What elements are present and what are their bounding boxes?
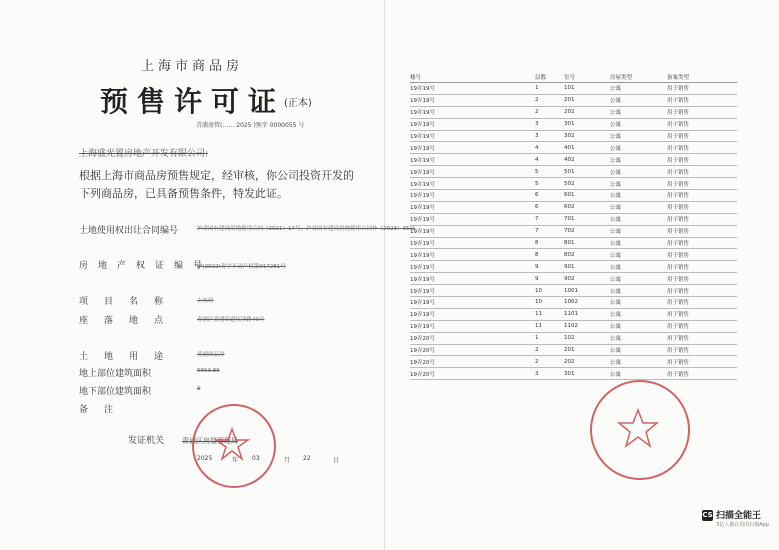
certificate-number: 青浦房管(…… 2025 )预字 0000055 号 xyxy=(196,122,305,129)
cell-type: 公寓 xyxy=(610,249,667,261)
cell-floor: 8 xyxy=(535,249,564,261)
table-row xyxy=(410,83,737,95)
table-row xyxy=(410,344,737,356)
field-value-title-deed: 沪(2022)青字不动产权第017281号 xyxy=(197,264,286,270)
cell-building: 19弄19号 xyxy=(410,261,535,273)
cell-filing: 用于销售 xyxy=(667,154,737,166)
table-row xyxy=(410,285,737,297)
cell-floor: 7 xyxy=(535,225,564,237)
cell-floor: 11 xyxy=(535,320,564,332)
cell-filing: 用于销售 xyxy=(667,320,737,332)
cell-filing: 用于销售 xyxy=(667,94,737,106)
table-row xyxy=(410,356,737,368)
cell-room: 801 xyxy=(564,237,610,249)
issuer-seal-icon xyxy=(192,404,276,488)
cell-room: 102 xyxy=(564,332,610,344)
cell-filing: 用于销售 xyxy=(667,142,737,154)
cell-type: 公寓 xyxy=(610,166,667,178)
cell-building: 19弄19号 xyxy=(410,118,535,130)
page-fold xyxy=(384,0,385,550)
cell-type: 公寓 xyxy=(610,285,667,297)
table-row xyxy=(410,308,737,320)
company-name: 上海盛光置房地产开发有限公司: xyxy=(79,149,209,159)
date-month: 03 xyxy=(252,455,260,462)
cell-building: 19弄19号 xyxy=(410,297,535,309)
table-row xyxy=(410,261,737,273)
cell-type: 公寓 xyxy=(610,261,667,273)
cell-type: 公寓 xyxy=(610,297,667,309)
table-row xyxy=(410,190,737,202)
cell-floor: 2 xyxy=(535,344,564,356)
cell-filing: 用于销售 xyxy=(667,178,737,190)
cell-filing: 用于销售 xyxy=(667,201,737,213)
cell-filing: 用于销售 xyxy=(667,368,737,380)
issuer-name: 青浦区房屋管理局 xyxy=(182,437,238,445)
cell-floor: 10 xyxy=(535,285,564,297)
cell-building: 19弄20号 xyxy=(410,344,535,356)
date-day: 22 xyxy=(303,455,311,462)
cell-building: 19弄19号 xyxy=(410,320,535,332)
cell-type: 公寓 xyxy=(610,344,667,356)
cell-filing: 用于销售 xyxy=(667,83,737,95)
cell-room: 902 xyxy=(564,273,610,285)
table-row xyxy=(410,332,737,344)
table-row xyxy=(410,118,737,130)
cell-building: 19弄19号 xyxy=(410,178,535,190)
field-value-contract: 沪青国有建设用地使用合同（2021）14号，沪青国有建设用地使用合同补（2023）35号 xyxy=(197,226,415,232)
cell-type: 公寓 xyxy=(610,118,667,130)
field-value-land-use: 普通商品房 xyxy=(197,352,225,358)
cell-filing: 用于销售 xyxy=(667,166,737,178)
cell-floor: 3 xyxy=(535,368,564,380)
cell-building: 19弄19号 xyxy=(410,94,535,106)
field-label-remarks: 备注 xyxy=(79,405,130,415)
field-label-above-ground: 地上部位建筑面积 xyxy=(79,369,152,379)
cell-room: 502 xyxy=(564,178,610,190)
cell-filing: 用于销售 xyxy=(667,332,737,344)
field-label-project: 项目名称 xyxy=(79,297,180,307)
cell-building: 19弄19号 xyxy=(410,130,535,142)
cell-type: 公寓 xyxy=(610,332,667,344)
col-room: 室号 xyxy=(564,72,610,83)
cell-filing: 用于销售 xyxy=(667,273,737,285)
cert-num: 0000055 xyxy=(269,122,297,129)
col-building: 楼号 xyxy=(410,72,535,83)
cell-room: 802 xyxy=(564,249,610,261)
date-day-label: 日 xyxy=(333,457,340,464)
cell-building: 19弄20号 xyxy=(410,332,535,344)
scanner-logo-icon: CS xyxy=(702,511,713,519)
cell-building: 19弄20号 xyxy=(410,368,535,380)
cell-type: 公寓 xyxy=(610,190,667,202)
cell-type: 公寓 xyxy=(610,154,667,166)
table-header-row xyxy=(410,72,737,83)
cell-filing: 用于销售 xyxy=(667,130,737,142)
cell-type: 公寓 xyxy=(610,201,667,213)
cell-type: 公寓 xyxy=(610,213,667,225)
cell-type: 公寓 xyxy=(610,237,667,249)
cell-filing: 用于销售 xyxy=(667,261,737,273)
cell-floor: 5 xyxy=(535,166,564,178)
cell-room: 602 xyxy=(564,201,610,213)
cell-floor: 3 xyxy=(535,118,564,130)
cell-building: 19弄19号 xyxy=(410,249,535,261)
cell-filing: 用于销售 xyxy=(667,285,737,297)
field-label-title-deed: 房地产权证编号 xyxy=(79,261,213,271)
cell-room: 201 xyxy=(564,94,610,106)
cert-mid: )预字 xyxy=(253,122,268,129)
issuer-label: 发证机关 xyxy=(128,436,165,446)
field-label-land-use: 土地用途 xyxy=(79,352,180,362)
cell-type: 公寓 xyxy=(610,130,667,142)
cell-type: 公寓 xyxy=(610,273,667,285)
table-row xyxy=(410,178,737,190)
cell-building: 19弄19号 xyxy=(410,190,535,202)
cell-floor: 4 xyxy=(535,154,564,166)
cell-room: 402 xyxy=(564,154,610,166)
cell-building: 19弄19号 xyxy=(410,308,535,320)
cell-building: 19弄19号 xyxy=(410,83,535,95)
cell-floor: 1 xyxy=(535,332,564,344)
cell-filing: 用于销售 xyxy=(667,237,737,249)
field-value-below-ground: 0 xyxy=(197,386,201,392)
cell-room: 901 xyxy=(564,261,610,273)
title-line1: 上海市商品房 xyxy=(140,59,243,74)
cell-building: 19弄19号 xyxy=(410,106,535,118)
date-year: 2025 xyxy=(197,455,213,462)
table-row xyxy=(410,249,737,261)
cell-floor: 8 xyxy=(535,237,564,249)
table-row xyxy=(410,273,737,285)
table-row xyxy=(410,201,737,213)
scanner-watermark xyxy=(702,508,769,528)
col-floor: 层数 xyxy=(535,72,564,83)
cell-room: 302 xyxy=(564,130,610,142)
cell-floor: 9 xyxy=(535,273,564,285)
cell-room: 701 xyxy=(564,213,610,225)
cell-room: 301 xyxy=(564,368,610,380)
table-row xyxy=(410,154,737,166)
cell-filing: 用于销售 xyxy=(667,308,737,320)
cell-type: 公寓 xyxy=(610,142,667,154)
field-label-location: 座落地点 xyxy=(79,316,180,326)
cell-room: 301 xyxy=(564,118,610,130)
field-value-project: 上东府 xyxy=(197,298,214,304)
cell-filing: 用于销售 xyxy=(667,344,737,356)
cell-room: 601 xyxy=(564,190,610,202)
table-row xyxy=(410,106,737,118)
cert-prefix: 青浦房管( xyxy=(196,122,223,129)
cell-floor: 6 xyxy=(535,190,564,202)
cell-filing: 用于销售 xyxy=(667,249,737,261)
cell-building: 19弄19号 xyxy=(410,225,535,237)
cell-building: 19弄19号 xyxy=(410,213,535,225)
cell-room: 202 xyxy=(564,106,610,118)
cell-type: 公寓 xyxy=(610,308,667,320)
cell-floor: 4 xyxy=(535,142,564,154)
field-label-contract: 土地使用权出让合同编号 xyxy=(79,226,179,236)
cell-room: 1101 xyxy=(564,308,610,320)
cell-building: 19弄19号 xyxy=(410,154,535,166)
company-seal-icon xyxy=(590,380,690,480)
table-row xyxy=(410,237,737,249)
cell-type: 公寓 xyxy=(610,94,667,106)
table-row xyxy=(410,130,737,142)
field-label-below-ground: 地下部位建筑面积 xyxy=(79,387,152,397)
table-row xyxy=(410,166,737,178)
cell-floor: 2 xyxy=(535,356,564,368)
cell-floor: 1 xyxy=(535,83,564,95)
date-month-label: 月 xyxy=(284,457,291,464)
cell-building: 19弄19号 xyxy=(410,166,535,178)
cell-filing: 用于销售 xyxy=(667,106,737,118)
table-row xyxy=(410,213,737,225)
body-text: 根据上海市商品房预售规定，经审核，你公司投资开发的下列商品房，已具备预售条件，特发此证。 xyxy=(79,169,354,200)
scanner-sub: 3亿人都在用的扫描App xyxy=(716,522,769,528)
cell-filing: 用于销售 xyxy=(667,213,737,225)
cell-building: 19弄19号 xyxy=(410,201,535,213)
date-year-label: 年 xyxy=(232,457,239,464)
cell-room: 1002 xyxy=(564,297,610,309)
table-row xyxy=(410,225,737,237)
title-main: 预售许可证 xyxy=(100,85,286,118)
col-type: 房屋类型 xyxy=(610,72,667,83)
cell-type: 公寓 xyxy=(610,106,667,118)
cell-type: 公寓 xyxy=(610,368,667,380)
cell-building: 19弄19号 xyxy=(410,273,535,285)
cell-floor: 5 xyxy=(535,178,564,190)
cell-type: 公寓 xyxy=(610,356,667,368)
unit-table xyxy=(410,72,737,380)
cell-floor: 3 xyxy=(535,130,564,142)
cell-floor: 10 xyxy=(535,297,564,309)
cell-filing: 用于销售 xyxy=(667,225,737,237)
table-row xyxy=(410,368,737,380)
cell-room: 401 xyxy=(564,142,610,154)
cert-year: 2025 xyxy=(236,122,252,129)
col-filing: 备案类型 xyxy=(667,72,737,83)
table-row xyxy=(410,94,737,106)
cell-room: 501 xyxy=(564,166,610,178)
cell-type: 公寓 xyxy=(610,178,667,190)
cell-type: 公寓 xyxy=(610,225,667,237)
field-value-location: 青浦区盈浦街道崧泽路49弄 xyxy=(197,317,265,323)
cell-building: 19弄20号 xyxy=(410,356,535,368)
cert-suffix: 号 xyxy=(298,122,305,129)
cell-room: 201 xyxy=(564,344,610,356)
cell-floor: 2 xyxy=(535,106,564,118)
cell-room: 702 xyxy=(564,225,610,237)
cell-filing: 用于销售 xyxy=(667,190,737,202)
cell-floor: 2 xyxy=(535,94,564,106)
cell-floor: 7 xyxy=(535,213,564,225)
cell-room: 202 xyxy=(564,356,610,368)
scanner-brand: 扫描全能王 xyxy=(716,511,762,521)
cell-type: 公寓 xyxy=(610,320,667,332)
table-row xyxy=(410,297,737,309)
cell-filing: 用于销售 xyxy=(667,118,737,130)
cell-floor: 9 xyxy=(535,261,564,273)
cell-floor: 6 xyxy=(535,201,564,213)
title-note: (正本) xyxy=(284,98,312,109)
field-value-above-ground: 6653.86 xyxy=(197,368,220,374)
cell-room: 101 xyxy=(564,83,610,95)
cell-filing: 用于销售 xyxy=(667,297,737,309)
cell-building: 19弄19号 xyxy=(410,285,535,297)
table-row xyxy=(410,320,737,332)
cell-floor: 11 xyxy=(535,308,564,320)
table-row xyxy=(410,142,737,154)
cell-building: 19弄19号 xyxy=(410,237,535,249)
cell-type: 公寓 xyxy=(610,83,667,95)
cell-room: 1102 xyxy=(564,320,610,332)
cell-filing: 用于销售 xyxy=(667,356,737,368)
cell-room: 1001 xyxy=(564,285,610,297)
cell-building: 19弄19号 xyxy=(410,142,535,154)
